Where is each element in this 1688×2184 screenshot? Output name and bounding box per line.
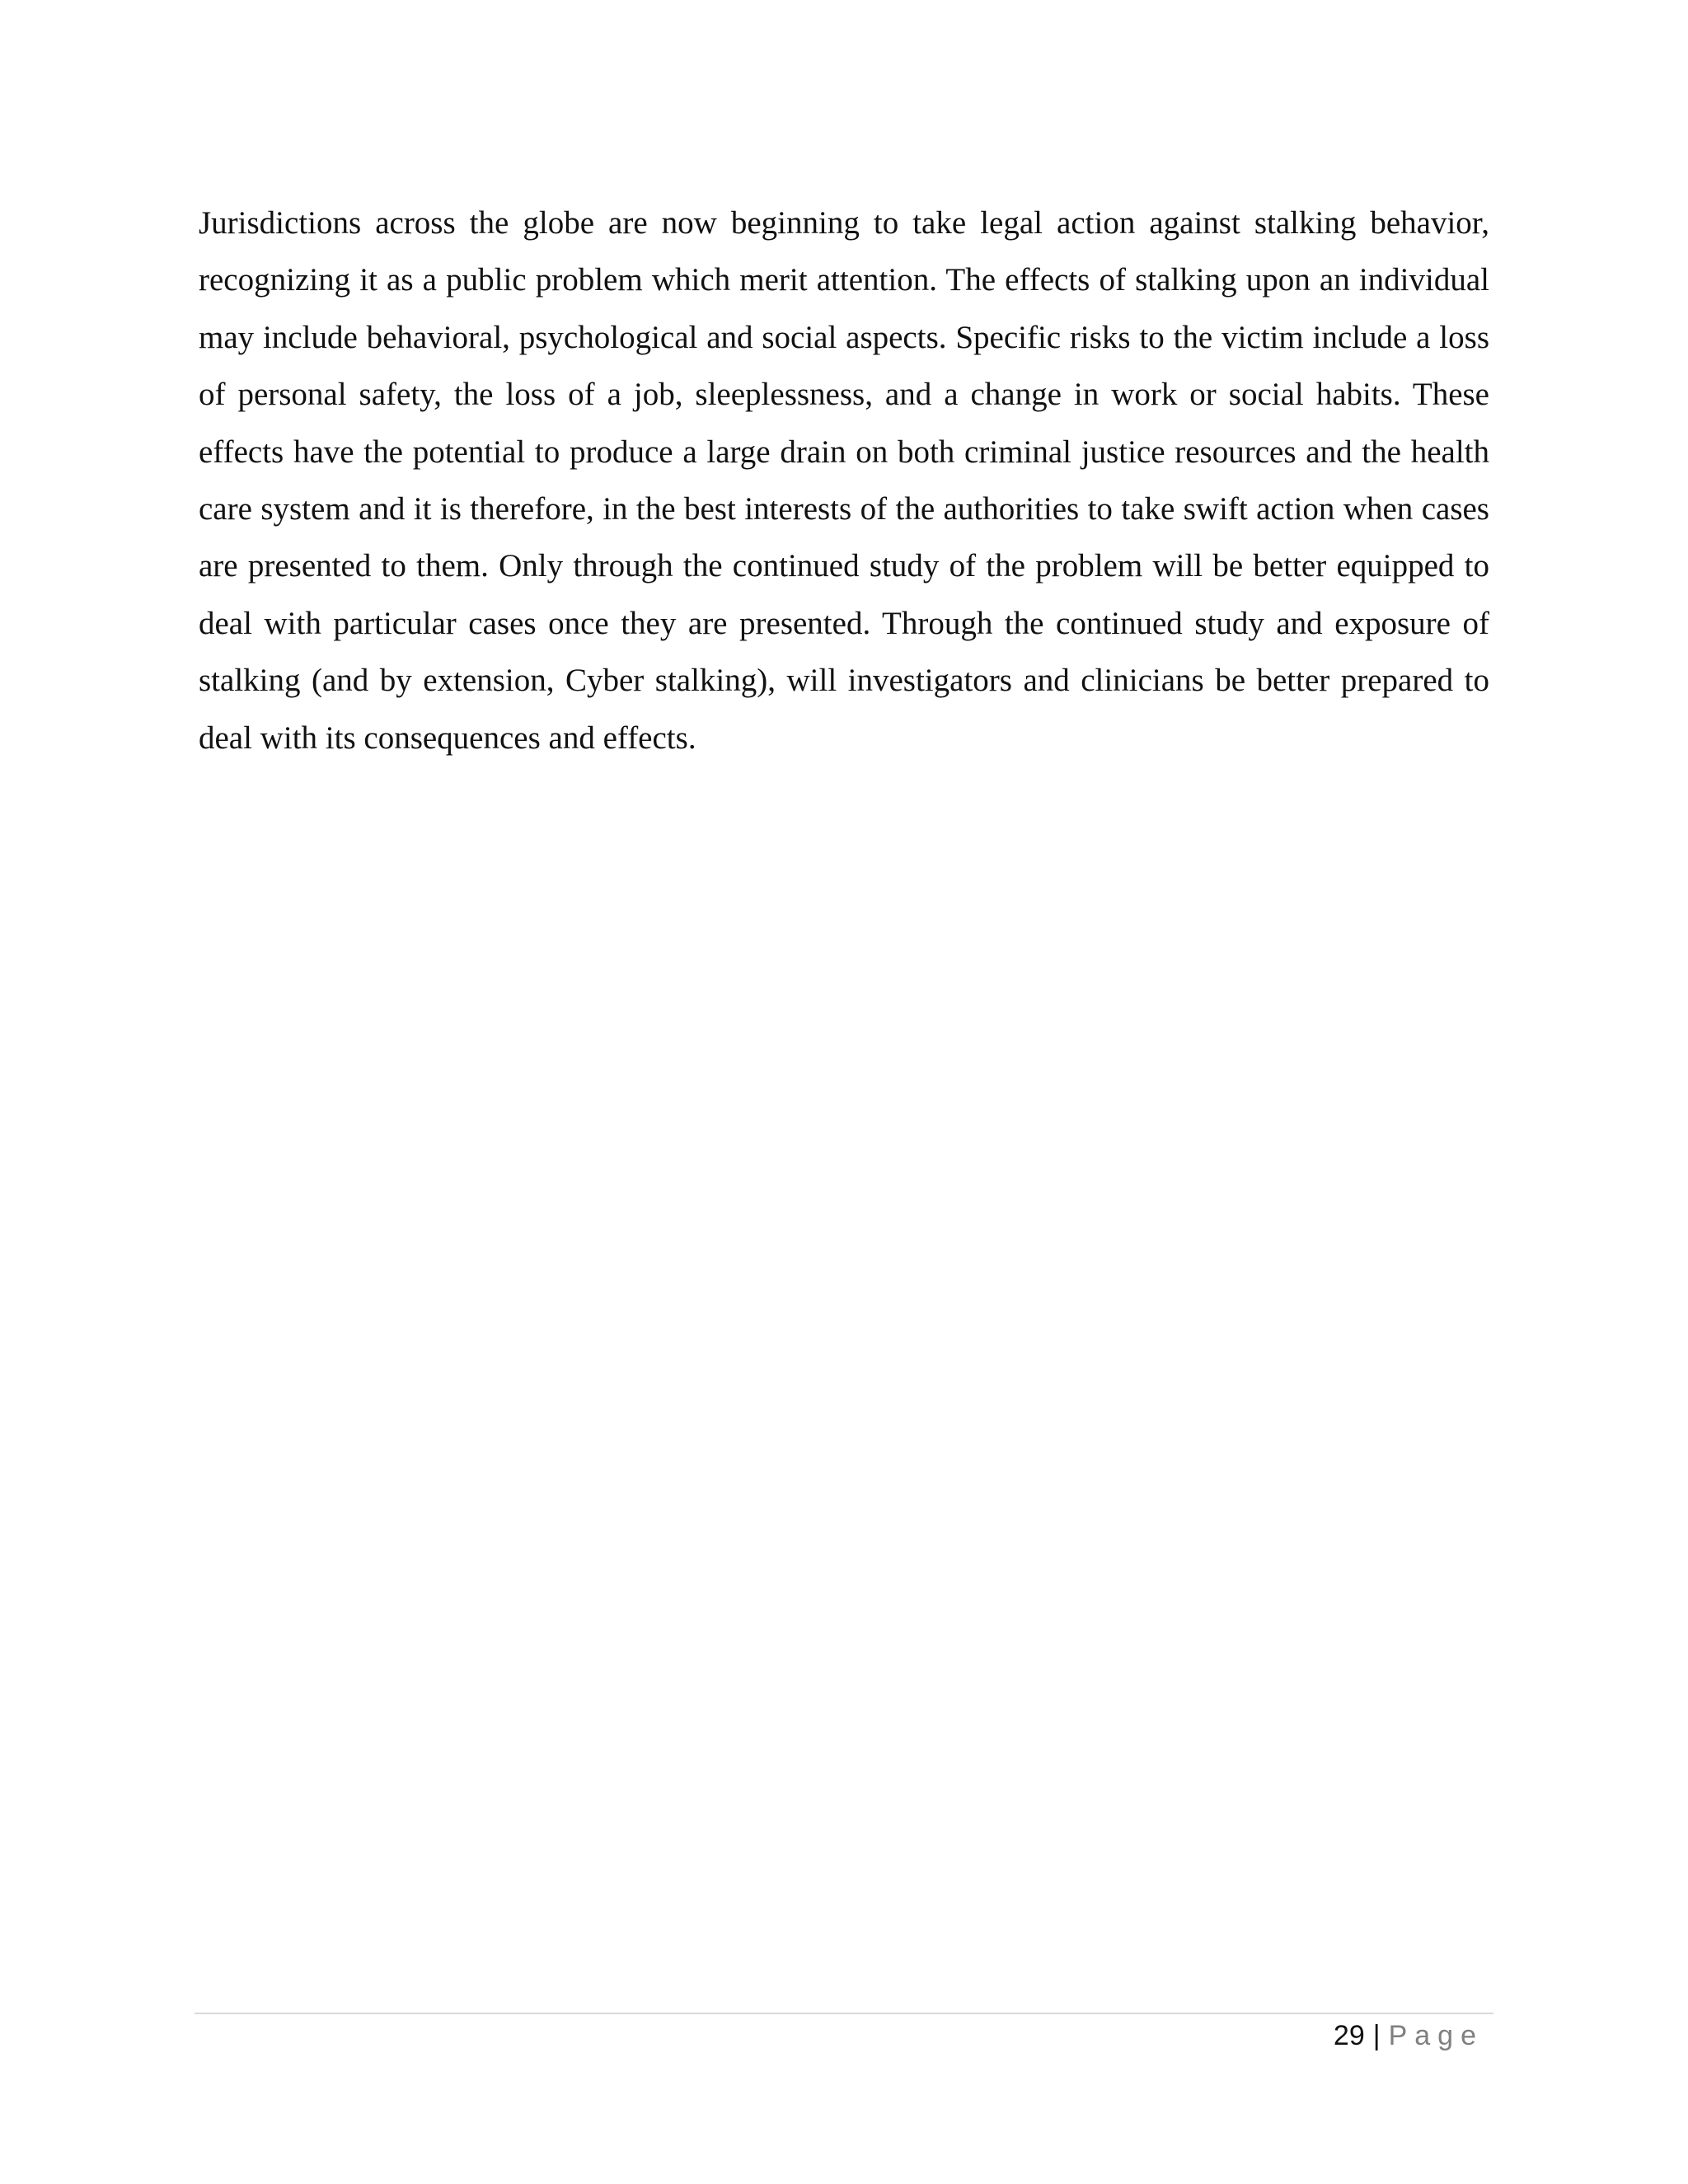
- page-footer: [1334, 2018, 1484, 2054]
- footer-divider: [195, 2013, 1493, 2014]
- page-number: 29: [1333, 2020, 1365, 2051]
- body-paragraph: Jurisdictions across the globe are now beginning to take legal action against stalking behavior, recognizing it as a public problem which merit attention. The effects of stalking upon an individual may include behavioral, psychological and social aspects. Specific risks to the victim include a loss of personal safety, the loss of a job, sleeplessness, and a change in work or social habits. These effects have the potential to produce a large drain on both criminal justice resources and the health care system and it is therefore, in the best interests of the authorities to take swift action when cases are presented to them. Only through the continued study of the problem will be better equipped to deal with particular cases once they are presented. Through the continued study and exposure of stalking (and by extension, Cyber stalking), will investigators and clinicians be better prepared to deal with its consequences and effects.: [199, 205, 1489, 756]
- page-label: Page: [1388, 2020, 1484, 2051]
- footer-separator: |: [1372, 2020, 1381, 2051]
